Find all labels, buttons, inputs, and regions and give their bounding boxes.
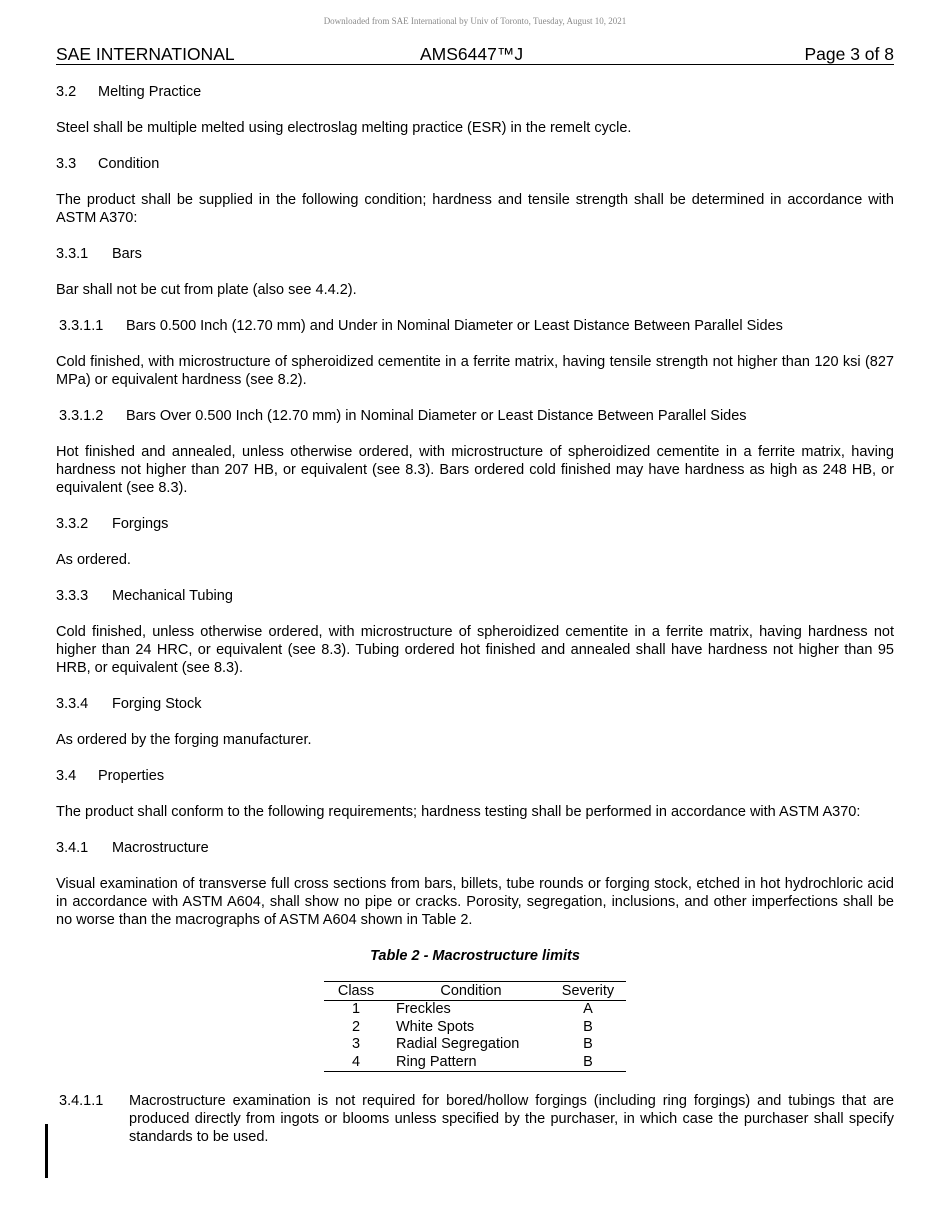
section-number: 3.3	[56, 156, 77, 172]
section-heading-3-3-1-2	[56, 407, 894, 425]
section-text-3-3-4: As ordered by the forging manufacturer.	[56, 732, 312, 748]
section-title: Macrostructure	[112, 840, 209, 856]
section-heading-3-3-3	[56, 587, 894, 605]
table-row	[324, 1001, 626, 1019]
section-title: Bars 0.500 Inch (12.70 mm) and Under in Nominal Diameter or Least Distance Between Parallel Sides	[126, 318, 783, 334]
revision-change-bar	[45, 1124, 48, 1178]
section-heading-3-3-1-1	[56, 317, 894, 335]
section-number: 3.3.1.1	[59, 318, 104, 334]
section-text-3-4: The product shall conform to the following requirements; hardness testing shall be performed in accordance with ASTM A370:	[56, 804, 861, 820]
cell-severity: B	[583, 1036, 593, 1052]
section-title: Condition	[98, 156, 160, 172]
section-number: 3.4	[56, 768, 77, 784]
section-heading-3-3-2	[56, 515, 894, 533]
section-text-3-4-1: Visual examination of transverse full cross sections from bars, billets, tube rounds or forging stock, etched in hot hydrochloric acid in accordance with ASTM A604, shall show no pipe or cracks. Porosity, segregation, inclusions, and other imperfections shall be no worse than the macrographs of ASTM A604 shown in Table 2.	[56, 876, 894, 928]
section-heading-3-2	[56, 83, 894, 101]
table-header-row	[324, 982, 626, 1001]
cell-severity: A	[583, 1001, 593, 1017]
publisher-name: SAE INTERNATIONAL	[56, 44, 235, 64]
cell-condition: Freckles	[396, 1001, 451, 1017]
section-heading-3-3-1	[56, 245, 894, 263]
section-title: Bars	[112, 246, 142, 262]
section-text-3-3-1-2: Hot finished and annealed, unless otherwise ordered, with microstructure of spheroidized cementite in a ferrite matrix, having hardness not higher than 207 HB, or equivalent (see 8.3). Bars ordered cold finished may have hardness as high as 248 HB, or equivalent (see 8.3).	[56, 444, 894, 496]
section-number: 3.4.1.1	[59, 1093, 104, 1109]
section-number: 3.4.1	[56, 840, 89, 856]
table-row	[324, 1019, 626, 1037]
section-title: Melting Practice	[98, 84, 202, 100]
section-heading-3-3	[56, 155, 894, 173]
section-heading-3-4	[56, 767, 894, 785]
section-text-3-3-1: Bar shall not be cut from plate (also see 4.4.2).	[56, 282, 357, 298]
cell-severity: B	[550, 1054, 626, 1072]
table-row	[324, 1036, 626, 1054]
section-number: 3.3.4	[56, 696, 89, 712]
section-title: Mechanical Tubing	[112, 588, 233, 604]
column-header-severity: Severity	[550, 982, 626, 1001]
cell-class: 4	[324, 1054, 388, 1072]
section-title: Bars Over 0.500 Inch (12.70 mm) in Nominal Diameter or Least Distance Between Parallel Sides	[126, 408, 747, 424]
table-row	[324, 1054, 626, 1072]
cell-class: 3	[351, 1036, 361, 1052]
cell-condition: Ring Pattern	[388, 1054, 550, 1072]
cell-condition: White Spots	[396, 1018, 475, 1035]
section-heading-3-4-1	[56, 839, 894, 857]
section-number: 3.2	[56, 84, 77, 100]
macrostructure-table	[324, 981, 626, 1072]
cell-class: 2	[351, 1018, 361, 1035]
document-number: AMS6447™J	[420, 44, 524, 64]
section-title: Properties	[98, 768, 165, 784]
section-text-3-3-1-1: Cold finished, with microstructure of spheroidized cementite in a ferrite matrix, having tensile strength not higher than 120 ksi (827 MPa) or equivalent hardness (see 8.2).	[56, 354, 894, 388]
cell-severity: B	[583, 1018, 593, 1035]
section-number: 3.3.2	[56, 516, 89, 532]
section-title: Forging Stock	[112, 696, 202, 712]
section-text-3-4-1-1: Macrostructure examination is not required for bored/hollow forgings (including ring forgings) and tubings that are produced directly from ingots or blooms unless specified by the purchaser, in which case the purchaser shall specify standards to be used.	[129, 1093, 894, 1145]
section-text-3-2: Steel shall be multiple melted using electroslag melting practice (ESR) in the remelt cycle.	[56, 120, 632, 136]
download-watermark: Downloaded from SAE International by Univ of Toronto, Tuesday, August 10, 2021	[323, 16, 627, 26]
section-3-4-1-1	[59, 1092, 894, 1146]
section-text-3-3-3: Cold finished, unless otherwise ordered, with microstructure of spheroidized cementite in a ferrite matrix, having hardness not higher than 24 HRC, or equivalent (see 8.3). Tubing ordered hot finished and annealed shall have hardness not higher than 95 HRB, or equivalent (see 8.3).	[56, 624, 894, 676]
section-number: 3.3.3	[56, 588, 89, 604]
cell-condition: Radial Segregation	[396, 1036, 520, 1052]
section-title: Forgings	[112, 516, 169, 532]
page-header	[56, 44, 894, 65]
cell-class: 1	[351, 1001, 361, 1017]
section-text-3-3: The product shall be supplied in the following condition; hardness and tensile strength shall be determined in accordance with ASTM A370:	[56, 192, 894, 226]
section-number: 3.3.1.2	[59, 408, 104, 424]
column-header-condition: Condition	[388, 982, 550, 1001]
document-body	[56, 83, 894, 1146]
section-number: 3.3.1	[56, 246, 89, 262]
section-text-3-3-2: As ordered.	[56, 552, 131, 568]
table-caption: Table 2 - Macrostructure limits	[370, 948, 580, 964]
section-heading-3-3-4	[56, 695, 894, 713]
column-header-class: Class	[324, 982, 388, 1001]
page-number: Page 3 of 8	[804, 44, 894, 64]
